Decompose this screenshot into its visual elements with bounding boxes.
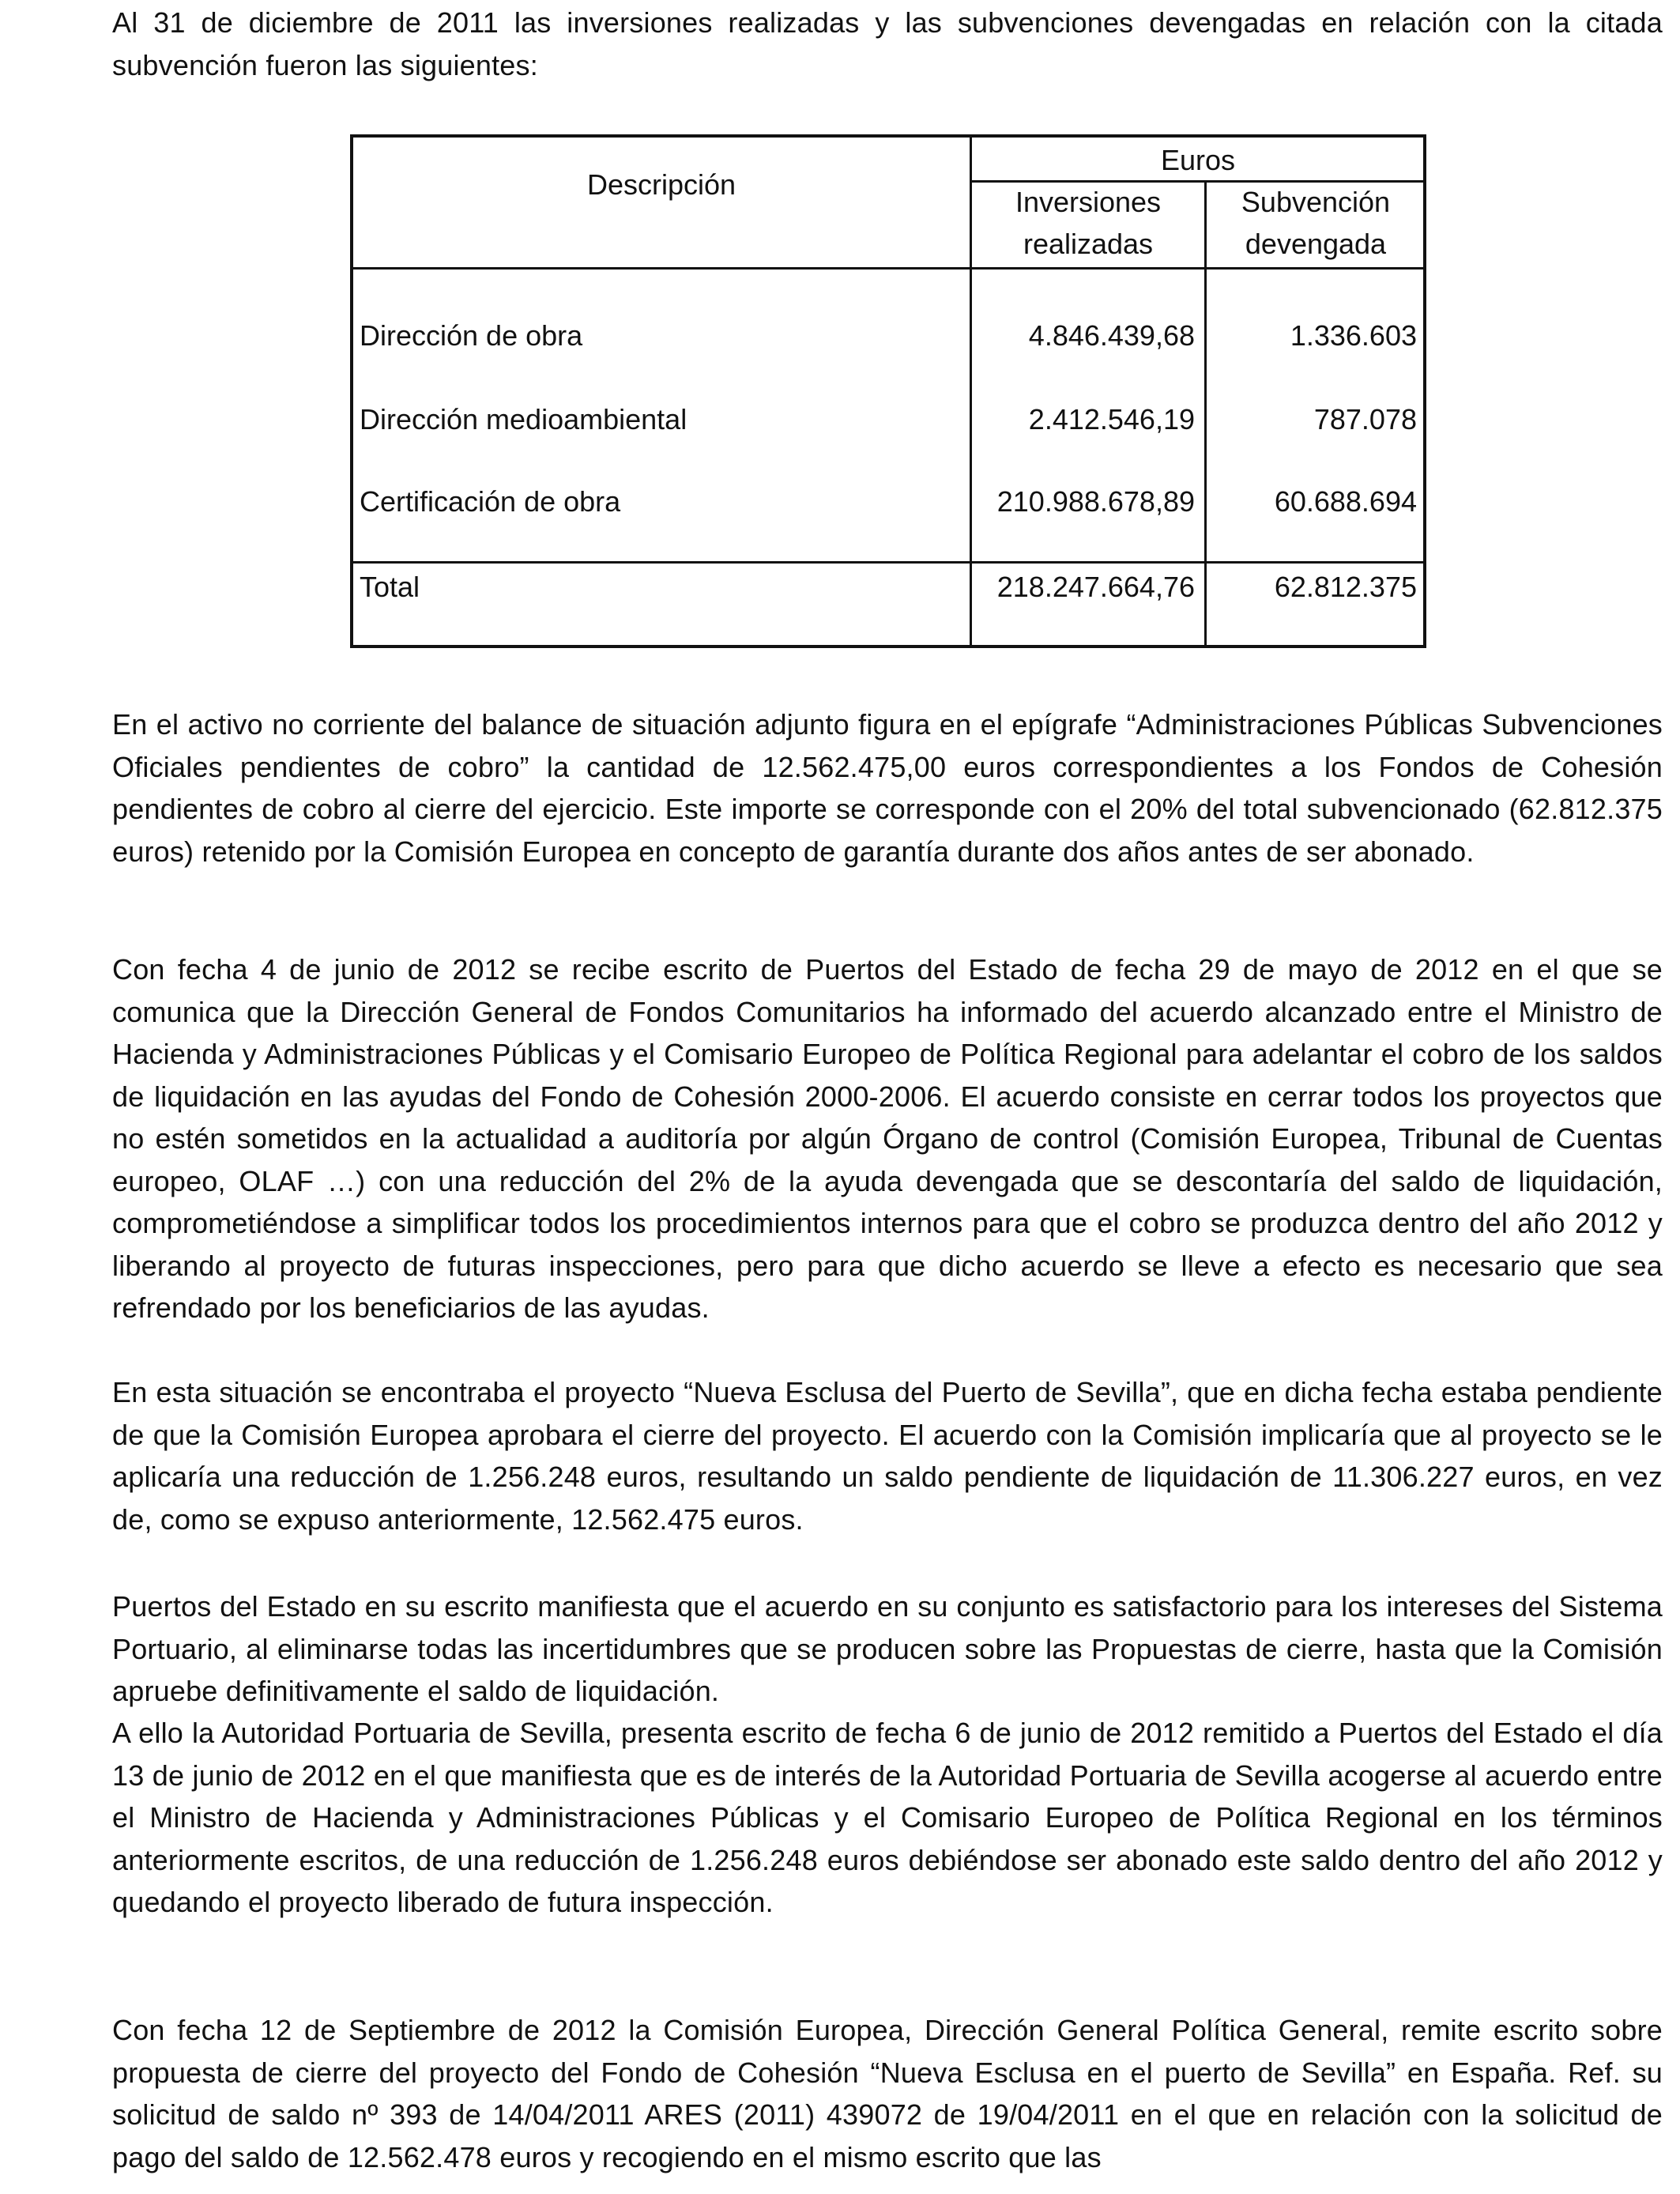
- table-total-divider: [353, 561, 1423, 564]
- paragraph-comision-europea: Con fecha 12 de Septiembre de 2012 la Comisión Europea, Dirección General Política General, remite escrito sobre propuesta de cierre del proyecto del Fondo de Cohesión “Nueva Esclusa en el puerto de Sevilla” en España. Ref. su solicitud de saldo nº 393 de 14/04/2011 ARES (2011) 439072 de 19/04/2011 en el que en relación con la solicitud de pago del saldo de 12.562.478 euros y recogiendo en el mismo escrito que las: [112, 2014, 1663, 2173]
- table-header-inversiones-line1: Inversiones: [1015, 186, 1162, 218]
- paragraph-autoridad-portuaria: A ello la Autoridad Portuaria de Sevilla, presenta escrito de fecha 6 de junio de 2012 remitido a Puertos del Estado el día 13 de junio de 2012 en el que manifiesta que es de interés de la Autoridad Portuaria de Sevilla acogerse al acuerdo entre el Ministro de Hacienda y Administraciones Públicas y el Comisario Europeo de Política Regional en los términos anteriormente escritos, de una reducción de 1.256.248 euros debiéndose ser abonado este saldo dentro del año 2012 y quedando el proyecto liberado de futura inspección.: [112, 1717, 1663, 1918]
- table-total-label: Total: [360, 571, 420, 603]
- table-header-subvencion-line2: devengada: [1245, 228, 1387, 260]
- table-row-label: Dirección medioambiental: [360, 403, 687, 435]
- table-row-inversiones: 2.412.546,19: [1028, 403, 1195, 435]
- paragraph-balance: En el activo no corriente del balance de situación adjunto figura en el epígrafe “Administraciones Públicas Subvenciones Oficiales pendientes de cobro” la cantidad de 12.562.475,00 euros correspondientes a los Fondos de Cohesión pendientes de cobro al cierre del ejercicio. Este importe se corresponde con el 20% del total subvencionado (62.812.375 euros) retenido por la Comisión Europea en concepto de garantía durante dos años antes de ser abonado.: [112, 708, 1663, 868]
- investment-table: [350, 134, 1426, 648]
- table-total-inversiones: 218.247.664,76: [996, 571, 1195, 603]
- table-header-inversiones-line2: realizadas: [1023, 228, 1154, 260]
- table-row-subvencion: 787.078: [1313, 403, 1417, 435]
- table-row-inversiones: 4.846.439,68: [1028, 319, 1195, 352]
- table-row-label: Dirección de obra: [360, 319, 583, 352]
- paragraph-puertos-estado: Puertos del Estado en su escrito manifiesta que el acuerdo en su conjunto es satisfactorio para los intereses del Sistema Portuario, al eliminarse todas las incertidumbres que se producen sobre las Propuestas de cierre, hasta que la Comisión apruebe definitivamente el saldo de liquidación.: [112, 1590, 1663, 1707]
- paragraph-esclusa: En esta situación se encontraba el proyecto “Nueva Esclusa del Puerto de Sevilla”, que en dicha fecha estaba pendiente de que la Comisión Europea aprobara el cierre del proyecto. El acuerdo con la Comisión implicaría que al proyecto se le aplicaría una reducción de 1.256.248 euros, resultando un saldo pendiente de liquidación de 11.306.227 euros, en vez de, como se expuso anteriormente, 12.562.475 euros.: [112, 1376, 1663, 1536]
- table-row-subvencion: 1.336.603: [1290, 319, 1417, 352]
- table-header-euros: Euros: [1160, 144, 1236, 176]
- table-header-subvencion-line1: Subvención: [1241, 186, 1391, 218]
- table-header-divider: [353, 267, 1423, 270]
- table-row-label: Certificación de obra: [360, 485, 621, 518]
- table-header-description: Descripción: [586, 168, 736, 201]
- paragraph-acuerdo: Con fecha 4 de junio de 2012 se recibe escrito de Puertos del Estado de fecha 29 de mayo de 2012 en el que se comunica que la Dirección General de Fondos Comunitarios ha informado del acuerdo alcanzado entre el Ministro de Hacienda y Administraciones Públicas y el Comisario Europeo de Política Regional para adelantar el cobro de los saldos de liquidación en las ayudas del Fondo de Cohesión 2000-2006. El acuerdo consiste en cerrar todos los proyectos que no estén sometidos en la actualidad a auditoría por algún Órgano de control (Comisión Europea, Tribunal de Cuentas europeo, OLAF …) con una reducción del 2% de la ayuda devengada que se descontaría del saldo de liquidación, comprometiéndose a simplificar todos los procedimientos internos para que el cobro se produzca dentro del año 2012 y liberando al proyecto de futuras inspecciones, pero para que dicho acuerdo se lleve a efecto es necesario que sea refrendado por los beneficiarios de las ayudas.: [112, 953, 1663, 1324]
- table-row-subvencion: 60.688.694: [1274, 485, 1417, 518]
- table-total-subvencion: 62.812.375: [1274, 571, 1417, 603]
- intro-paragraph: Al 31 de diciembre de 2011 las inversiones realizadas y las subvenciones devengadas en relación con la citada subvención fueron las siguientes:: [112, 6, 1663, 81]
- table-row-inversiones: 210.988.678,89: [996, 485, 1195, 518]
